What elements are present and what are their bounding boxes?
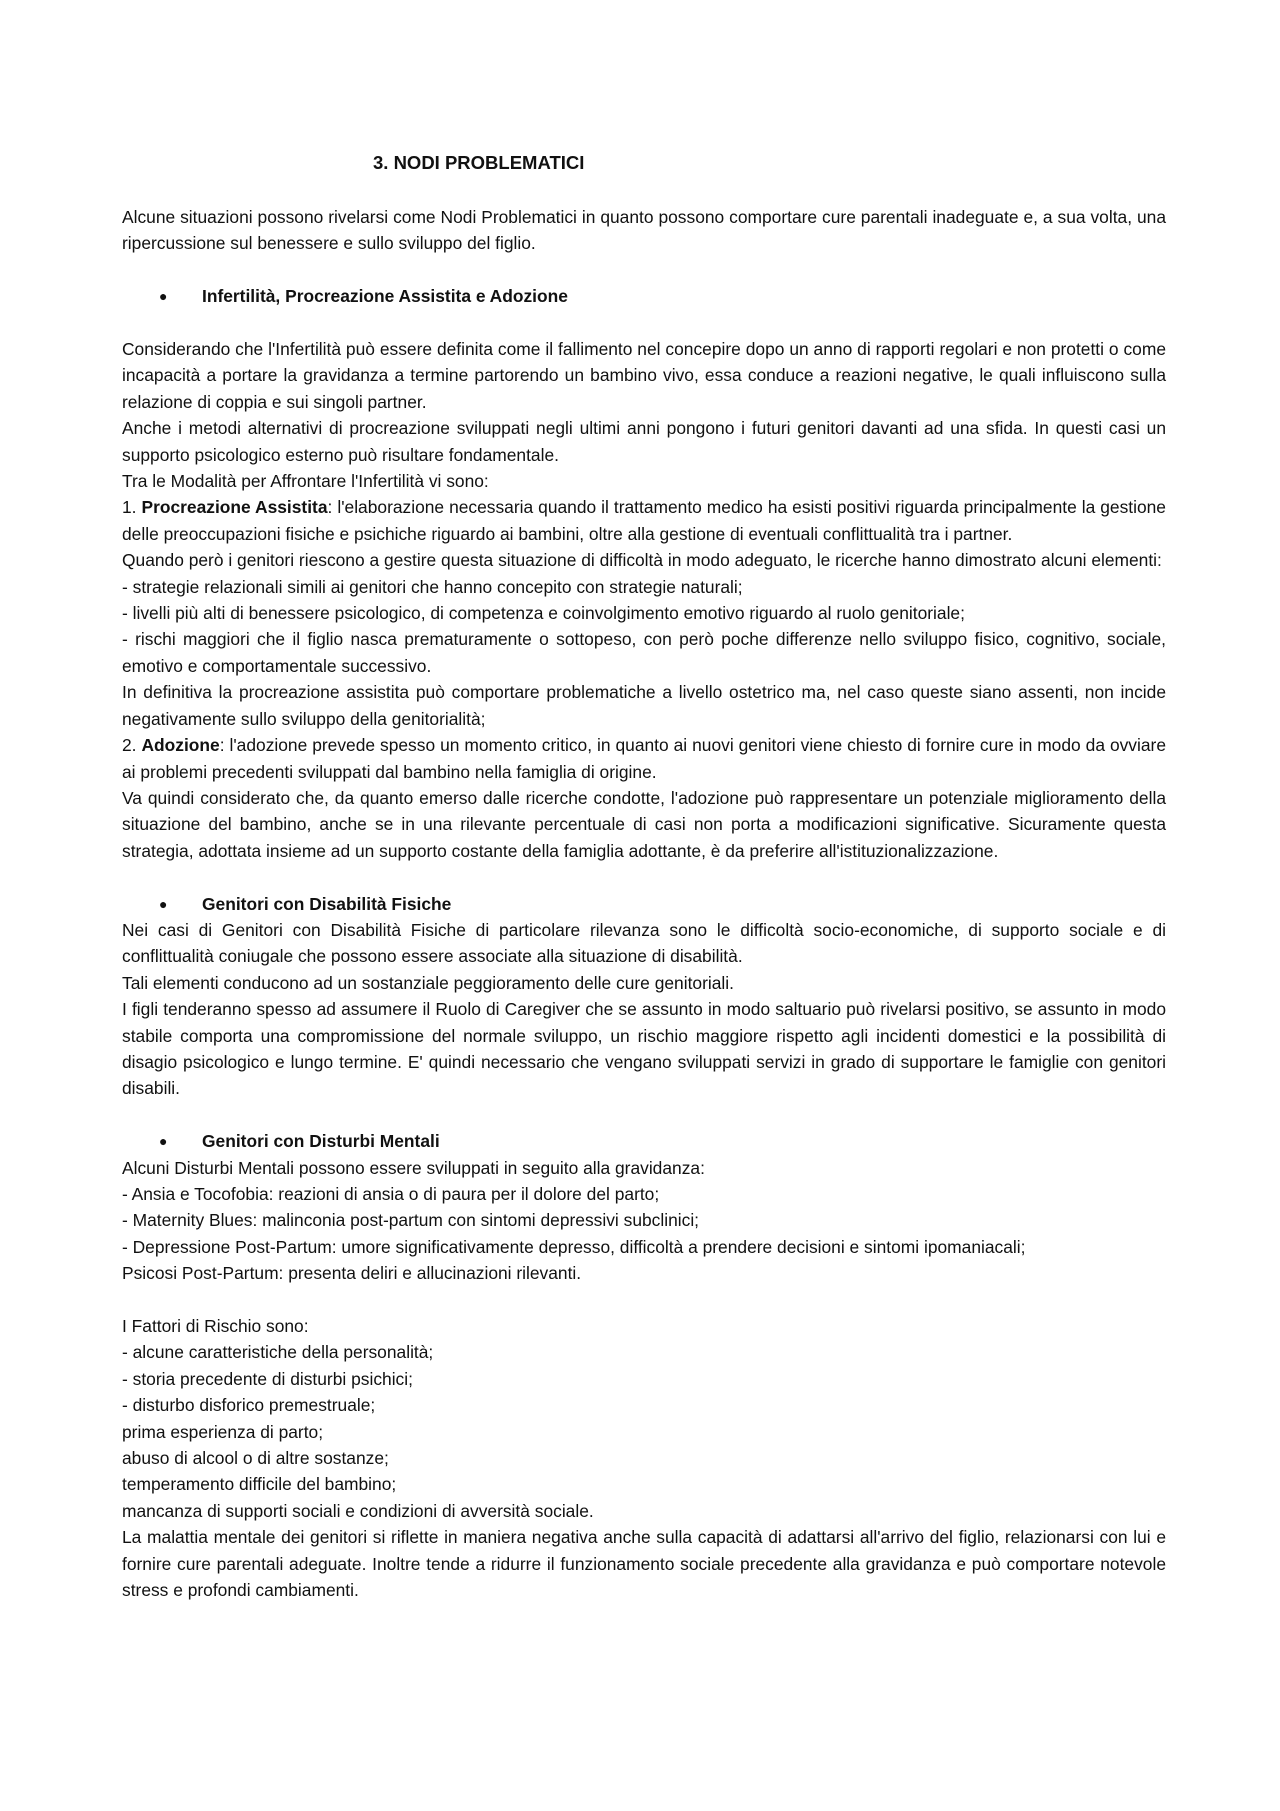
paragraph: La malattia mentale dei genitori si riflette in maniera negativa anche sulla capacità di adattarsi all'arrivo del figlio, relazionarsi con lui e fornire cure parentali adeguate. Inoltre tende a ridurre il funzionamento sociale precedente alla gravidanza e può comportare notevole stress e profondi cambiamenti. [122, 1527, 1166, 1601]
bullet-icon: ● [159, 288, 168, 305]
list-item: abuso di alcool o di altre sostanze; [122, 1448, 389, 1469]
list-item: - strategie relazionali simili ai genitori che hanno concepito con strategie naturali; [122, 576, 743, 597]
list-item: temperamento difficile del bambino; [122, 1474, 397, 1495]
section-heading-text: Genitori con Disturbi Mentali [202, 1131, 440, 1152]
paragraph: Quando però i genitori riescono a gestire questa situazione di difficoltà in modo adeguato, le ricerche hanno dimostrato alcuni elementi: [122, 550, 1162, 571]
numbered-item [122, 732, 1166, 785]
list-item: prima esperienza di parto; [122, 1421, 324, 1442]
paragraph: Va quindi considerato che, da quanto emerso dalle ricerche condotte, l'adozione può rappresentare un potenziale miglioramento della situazione del bambino, anche se in una rilevante percentuale di casi non porta a modificazioni significative. Sicuramente questa strategia, adottata insieme ad un supporto costante della famiglia adottante, è da preferire all'istituzionalizzazione. [122, 787, 1166, 861]
item-term: Adozione [141, 735, 220, 756]
intro-paragraph: Alcune situazioni possono rivelarsi come Nodi Problematici in quanto possono comportare cure parentali inadeguate e, a sua volta, una ripercussione sul benessere e sullo sviluppo del figlio. [122, 207, 1166, 254]
list-item: - livelli più alti di benessere psicologico, di competenza e coinvolgimento emotivo riguardo al ruolo genitoriale; [122, 603, 965, 624]
paragraph: In definitiva la procreazione assistita può comportare problematiche a livello ostetrico ma, nel caso queste siano assenti, non incide negativamente sullo sviluppo della genitorialità; [122, 682, 1166, 729]
list-item: - Ansia e Tocofobia: reazioni di ansia o di paura per il dolore del parto; [122, 1183, 660, 1204]
list-item: - Maternity Blues: malinconia post-partum con sintomi depressivi subclinici; [122, 1210, 700, 1231]
list-item: Psicosi Post-Partum: presenta deliri e allucinazioni rilevanti. [122, 1263, 582, 1284]
list-item: - rischi maggiori che il figlio nasca prematuramente o sottopeso, con però poche differenze nello sviluppo fisico, cognitivo, sociale, emotivo e comportamentale successivo. [122, 629, 1166, 676]
numbered-item [122, 494, 1166, 547]
document-page [122, 150, 1166, 1603]
paragraph: Nei casi di Genitori con Disabilità Fisiche di particolare rilevanza sono le difficoltà socio-economiche, di supporto sociale e di conflittualità coniugale che possono essere associate alla situazione di disabilità. [122, 919, 1166, 967]
list-item: mancanza di supporti sociali e condizioni di avversità sociale. [122, 1500, 594, 1521]
list-item: - disturbo disforico premestruale; [122, 1395, 376, 1416]
paragraph: Alcuni Disturbi Mentali possono essere sviluppati in seguito alla gravidanza: [122, 1157, 705, 1178]
bullet-icon: ● [159, 1133, 168, 1150]
section-heading-text: Genitori con Disabilità Fisiche [202, 893, 452, 914]
section-heading-infertility [122, 283, 1166, 309]
paragraph: Considerando che l'Infertilità può essere definita come il fallimento nel concepire dopo un anno di rapporti regolari e non protetti o come incapacità a portare la gravidanza a termine partorendo un bambino vivo, essa conduce a reazioni negative, le quali influiscono sulla relazione di coppia e sui singoli partner. [122, 339, 1166, 412]
section-heading-physical-disability [122, 891, 1166, 917]
bullet-icon: ● [159, 895, 168, 912]
section-heading-text: Infertilità, Procreazione Assistita e Adozione [202, 286, 568, 307]
list-item: - Depressione Post-Partum: umore significativamente depresso, difficoltà a prendere decisioni e sintomi ipomaniacali; [122, 1236, 1026, 1257]
paragraph: Tali elementi conducono ad un sostanziale peggioramento delle cure genitoriali. [122, 972, 734, 993]
paragraph: I figli tenderanno spesso ad assumere il Ruolo di Caregiver che se assunto in modo saltuario può rivelarsi positivo, se assunto in modo stabile comporta una compromissione del normale sviluppo, un rischio maggiore rispetto agli incidenti domestici e la possibilità di disagio psicologico e lungo termine. E' quindi necessario che vengano sviluppati servizi in grado di supportare le famiglie con genitori disabili. [122, 999, 1166, 1099]
paragraph: Tra le Modalità per Affrontare l'Infertilità vi sono: [122, 471, 489, 492]
item-term: Procreazione Assistita [141, 497, 328, 518]
page-title: 3. NODI PROBLEMATICI [373, 152, 585, 173]
section-heading-mental-disorders [122, 1128, 1166, 1154]
item-text: : l'adozione prevede spesso un momento critico, in quanto ai nuovi genitori viene chiesto di fornire cure in modo da ovviare ai problemi precedenti sviluppati dal bambino nella famiglia di origine. [122, 735, 1167, 782]
paragraph: I Fattori di Rischio sono: [122, 1315, 309, 1336]
list-item: - alcune caratteristiche della personalità; [122, 1342, 434, 1363]
item-number: 1. [122, 497, 142, 518]
paragraph: Anche i metodi alternativi di procreazione sviluppati negli ultimi anni pongono i futuri genitori davanti ad una sfida. In questi casi un supporto psicologico esterno può risultare fondamentale. [122, 418, 1166, 465]
item-text: : l'elaborazione necessaria quando il trattamento medico ha esisti positivi riguarda principalmente la gestione delle preoccupazioni fisiche e psichiche riguardo ai bambini, oltre alla gestione di eventuali conflittualità tra i partner. [122, 497, 1166, 544]
list-item: - storia precedente di disturbi psichici; [122, 1368, 413, 1389]
item-number: 2. [122, 735, 142, 756]
